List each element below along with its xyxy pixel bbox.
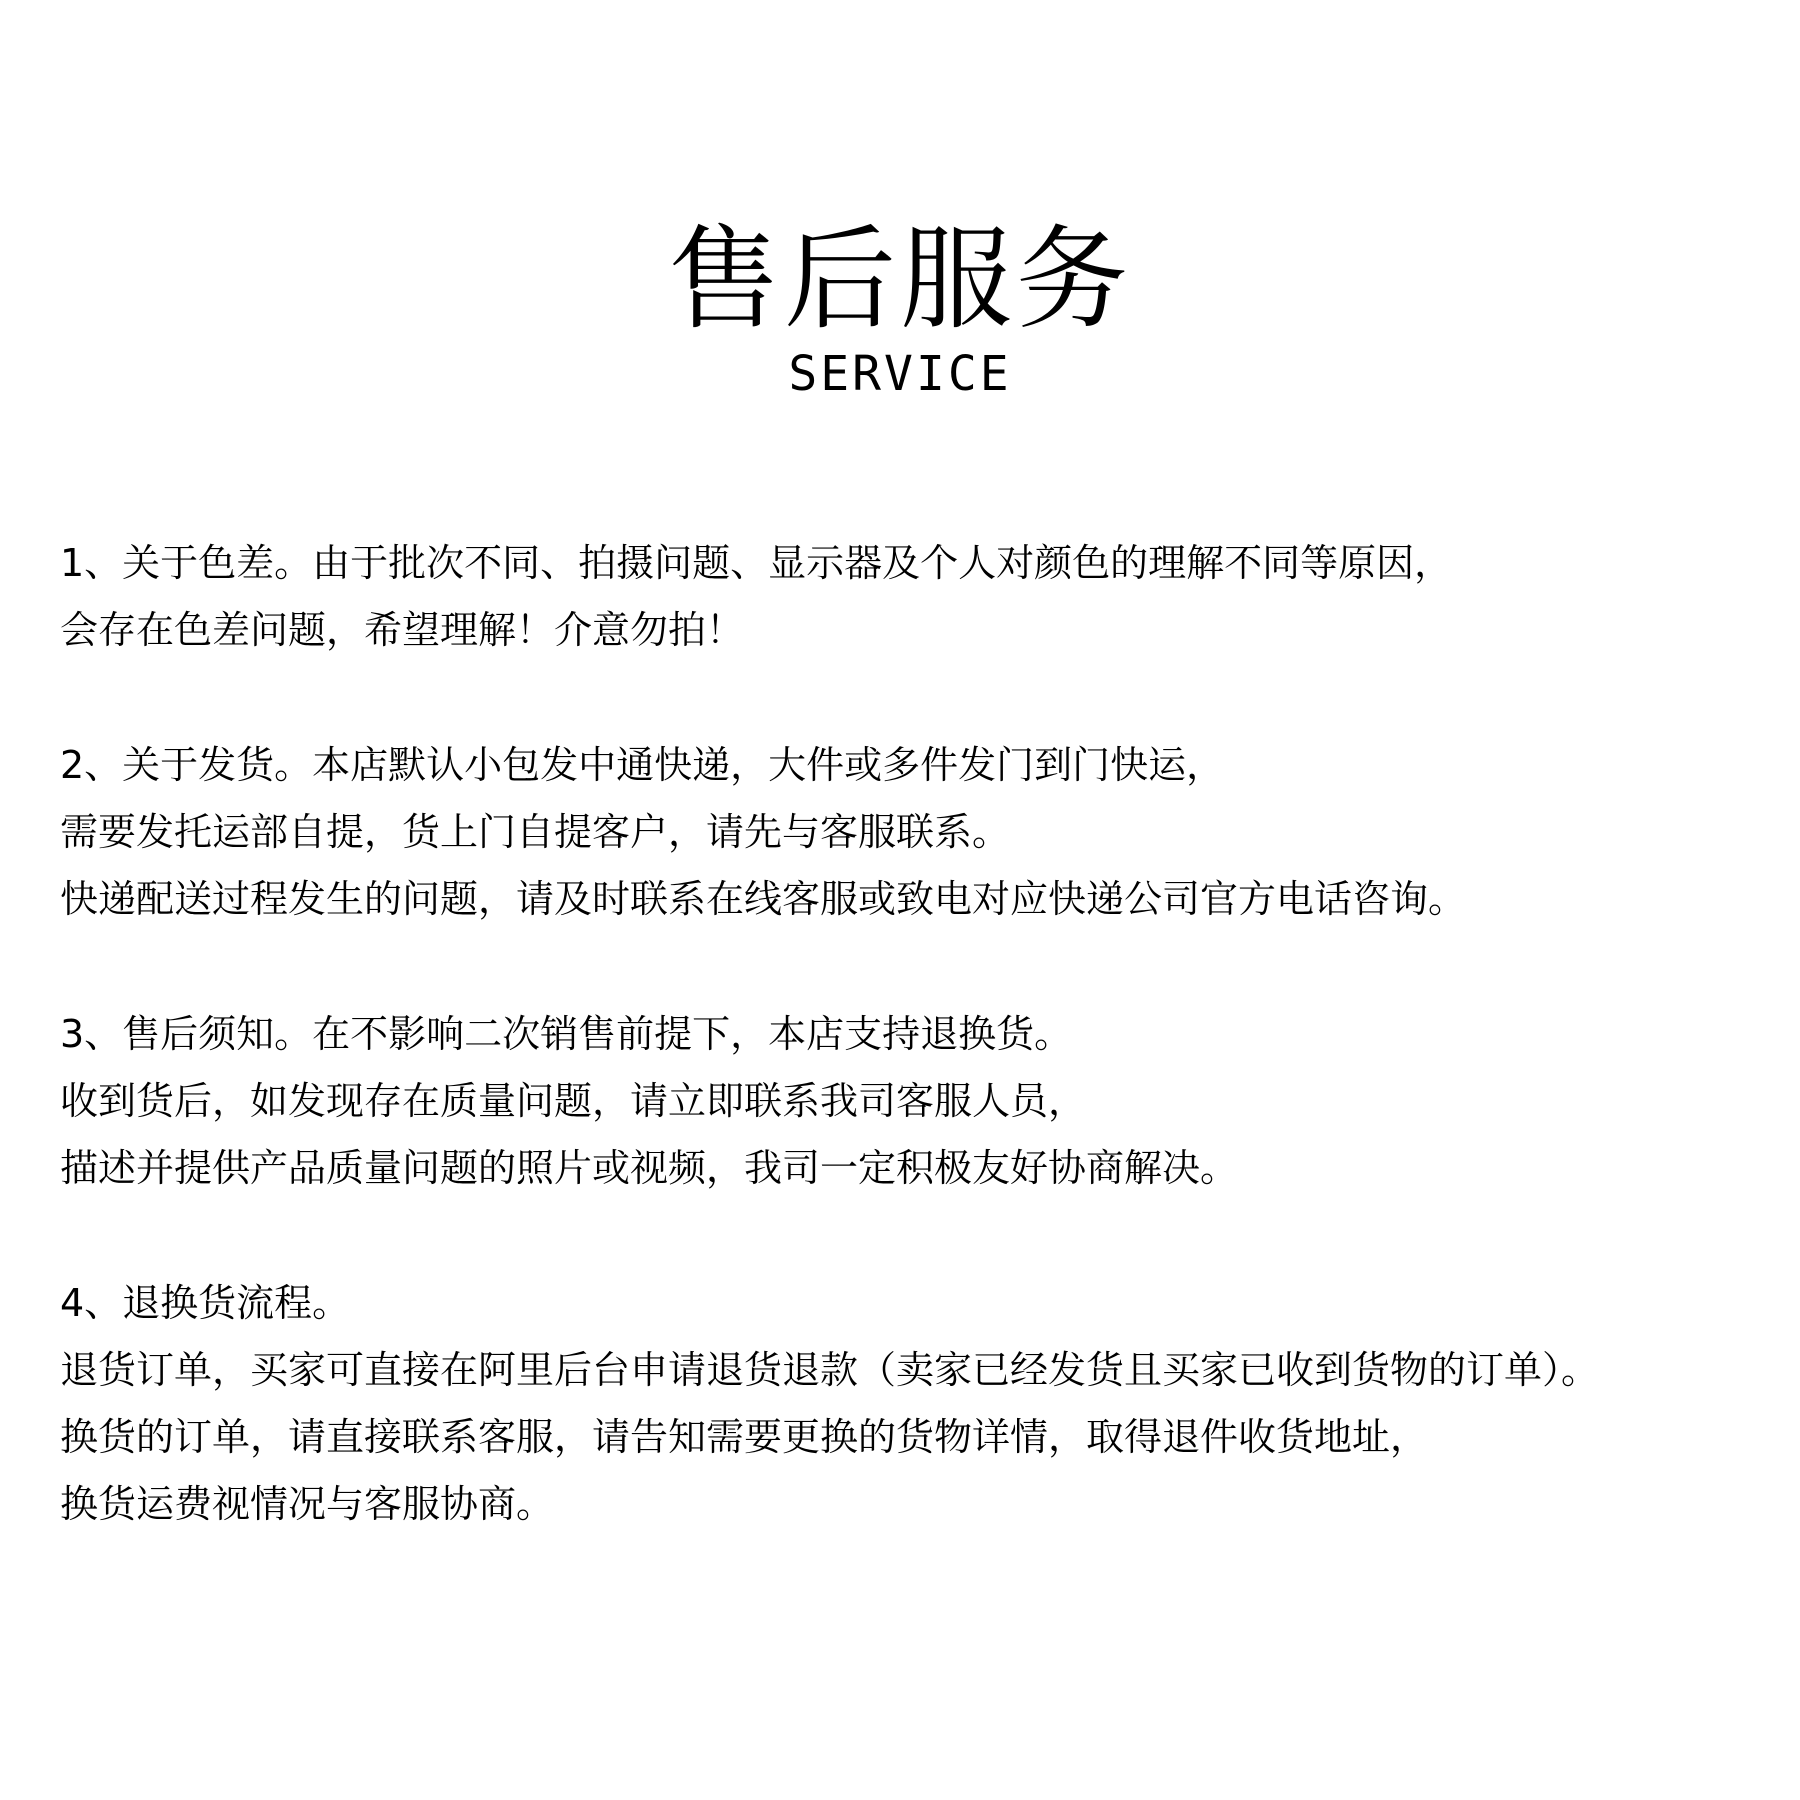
section-line: 4、退换货流程。	[60, 1281, 351, 1325]
section-color-difference	[60, 530, 1780, 664]
section-return-exchange-process	[60, 1270, 1780, 1538]
section-line: 退货订单，买家可直接在阿里后台申请退货退款（卖家已经发货且买家已收到货物的订单）。	[60, 1348, 1600, 1392]
page-header	[0, 215, 1800, 402]
page-title: 售后服务	[668, 215, 1132, 345]
section-line: 需要发托运部自提，货上门自提客户，请先与客服联系。	[60, 810, 1011, 854]
section-line: 收到货后，如发现存在质量问题，请立即联系我司客服人员，	[60, 1079, 1087, 1123]
section-line: 会存在色差问题，希望理解！介意勿拍！	[60, 608, 745, 652]
section-line: 2、关于发货。本店默认小包发中通快递，大件或多件发门到门快运，	[60, 743, 1225, 787]
section-after-sales-notice	[60, 1001, 1780, 1202]
service-sections	[60, 530, 1780, 1606]
page-subtitle: SERVICE	[788, 346, 1012, 402]
section-line: 描述并提供产品质量问题的照片或视频，我司一定积极友好协商解决。	[60, 1146, 1239, 1190]
section-line: 快递配送过程发生的问题，请及时联系在线客服或致电对应快递公司官方电话咨询。	[60, 877, 1467, 921]
section-line: 1、关于色差。由于批次不同、拍摄问题、显示器及个人对颜色的理解不同等原因，	[60, 541, 1453, 585]
section-line: 换货的订单，请直接联系客服，请告知需要更换的货物详情，取得退件收货地址，	[60, 1415, 1429, 1459]
section-shipping	[60, 732, 1780, 933]
section-line: 3、售后须知。在不影响二次销售前提下，本店支持退换货。	[60, 1012, 1073, 1056]
section-line: 换货运费视情况与客服协商。	[60, 1482, 555, 1526]
